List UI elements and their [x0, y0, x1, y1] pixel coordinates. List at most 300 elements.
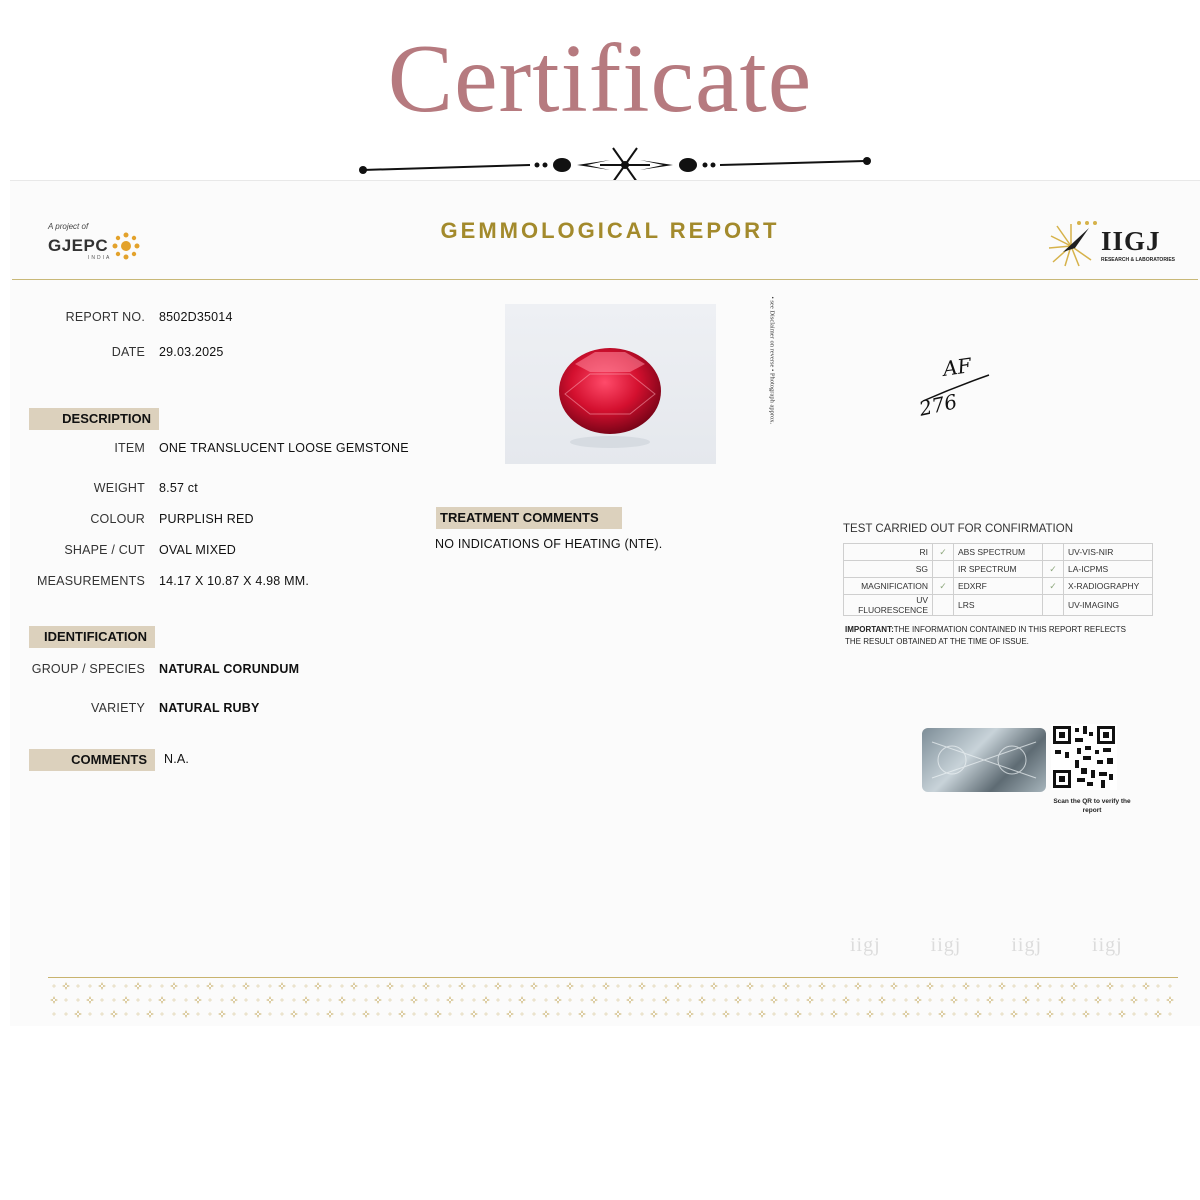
date-label: DATE — [111, 345, 145, 359]
sparkle-icon — [734, 996, 742, 1004]
sparkle-icon — [256, 984, 260, 988]
sparkle-icon — [1130, 996, 1138, 1004]
sparkle-icon — [170, 982, 178, 990]
sparkle-icon — [928, 998, 932, 1002]
sparkle-icon — [650, 1010, 658, 1018]
sparkle-icon — [434, 1010, 442, 1018]
sparkle-icon — [530, 982, 538, 990]
sparkle-icon — [688, 998, 692, 1002]
ruby-gem-icon — [505, 304, 716, 464]
sparkle-icon — [1108, 998, 1112, 1002]
sparkle-icon — [1144, 998, 1148, 1002]
comments-heading: COMMENTS — [29, 749, 155, 771]
sparkle-icon — [460, 1012, 464, 1016]
iigj-logo — [1045, 218, 1175, 268]
sparkle-icon — [254, 1010, 262, 1018]
sparkle-icon — [436, 998, 440, 1002]
certificate-title: Certificate — [387, 25, 813, 133]
gjepc-name: GJEPC — [48, 236, 109, 255]
sparkle-icon — [448, 984, 452, 988]
group-label: GROUP / SPECIES — [31, 662, 145, 676]
sparkle-icon — [1108, 1012, 1112, 1016]
sparkle-icon — [280, 998, 284, 1002]
sparkle-icon — [304, 1012, 308, 1016]
sparkle-icon — [878, 996, 886, 1004]
sparkle-icon — [352, 998, 356, 1002]
sparkle-icon — [1070, 982, 1078, 990]
sparkle-icon — [950, 996, 958, 1004]
sparkle-border-icon — [48, 981, 1178, 1021]
sparkle-icon — [616, 984, 620, 988]
sparkle-icon — [518, 996, 526, 1004]
weight-value: 8.57 ct — [159, 481, 198, 495]
sparkle-icon — [724, 998, 728, 1002]
report-heading: GEMMOLOGICAL REPORT — [440, 218, 780, 243]
colour-value: PURPLISH RED — [159, 512, 254, 526]
sparkle-icon — [1072, 998, 1076, 1002]
tests-row — [844, 561, 1153, 578]
sparkle-icon — [686, 1010, 694, 1018]
sparkle-icon — [422, 982, 430, 990]
sparkle-icon — [1012, 998, 1016, 1002]
header-divider — [12, 279, 1198, 280]
qr-caption: Scan the QR to verify the report — [1053, 798, 1131, 814]
group-value: NATURAL CORUNDUM — [159, 662, 300, 676]
test-name-c: LA-ICPMS — [1064, 561, 1153, 578]
sparkle-icon — [508, 998, 512, 1002]
sparkle-icon — [854, 982, 862, 990]
sparkle-icon — [448, 1012, 452, 1016]
sparkle-icon — [98, 982, 106, 990]
watermark-text: iigj — [1092, 934, 1123, 956]
sparkle-icon — [1096, 1012, 1100, 1016]
sparkle-icon — [110, 1010, 118, 1018]
sparkle-icon — [470, 1010, 478, 1018]
sparkle-icon — [338, 996, 346, 1004]
qr-code-icon[interactable] — [1051, 724, 1117, 790]
sparkle-icon — [796, 984, 800, 988]
sparkle-icon — [364, 984, 368, 988]
sparkle-icon — [676, 1012, 680, 1016]
sparkle-icon — [664, 1012, 668, 1016]
sparkle-icon — [220, 984, 224, 988]
sparkle-icon — [1000, 1012, 1004, 1016]
sparkle-icon — [964, 998, 968, 1002]
test-name-c: UV-VIS-NIR — [1064, 544, 1153, 561]
sparkle-icon — [268, 984, 272, 988]
empty-check-cell — [1043, 595, 1064, 616]
sparkle-icon — [196, 1012, 200, 1016]
sparkle-icon — [290, 1010, 298, 1018]
sparkle-icon — [424, 1012, 428, 1016]
watermark-text: iigj — [1011, 934, 1043, 956]
sparkle-icon — [328, 984, 332, 988]
sparkle-icon — [578, 1010, 586, 1018]
sparkle-icon — [760, 998, 764, 1002]
tests-row — [844, 578, 1153, 595]
test-name-c: X-RADIOGRAPHY — [1064, 578, 1153, 595]
sparkle-icon — [316, 1012, 320, 1016]
sparkle-icon — [64, 1012, 68, 1016]
sparkle-icon — [604, 1012, 608, 1016]
sparkle-icon — [580, 984, 584, 988]
sparkle-icon — [496, 1012, 500, 1016]
sparkle-icon — [256, 998, 260, 1002]
test-name-a: SG — [844, 561, 933, 578]
sparkle-icon — [914, 996, 922, 1004]
sparkle-icon — [88, 1012, 92, 1016]
tests-row — [844, 595, 1153, 616]
sparkle-icon — [820, 998, 824, 1002]
sparkle-icon — [1120, 998, 1124, 1002]
sparkle-icon — [736, 984, 740, 988]
sparkle-icon — [410, 996, 418, 1004]
photo-disclaimer — [762, 296, 776, 470]
sparkle-icon — [628, 984, 632, 988]
sparkle-icon — [976, 998, 980, 1002]
sparkle-icon — [100, 1012, 104, 1016]
sparkle-icon — [784, 1012, 788, 1016]
sparkle-icon — [206, 982, 214, 990]
sparkle-icon — [146, 1010, 154, 1018]
sparkle-icon — [880, 984, 884, 988]
measurements-label: MEASUREMENTS — [37, 574, 145, 588]
sparkle-icon — [388, 1012, 392, 1016]
sparkle-icon — [112, 984, 116, 988]
sparkle-icon — [376, 1012, 380, 1016]
sparkle-icon — [568, 998, 572, 1002]
sparkle-icon — [556, 984, 560, 988]
sparkle-icon — [148, 984, 152, 988]
sparkle-icon — [304, 984, 308, 988]
checkmark-icon: ✓ — [1043, 561, 1064, 578]
measurements-value: 14.17 X 10.87 X 4.98 MM. — [159, 574, 310, 588]
sparkle-icon — [554, 996, 562, 1004]
sparkle-icon — [398, 1010, 406, 1018]
sparkle-icon — [1096, 984, 1100, 988]
sparkle-icon — [1120, 984, 1124, 988]
sparkle-icon — [544, 998, 548, 1002]
sparkle-icon — [1106, 982, 1114, 990]
sparkle-icon — [698, 996, 706, 1004]
checkmark-icon: ✓ — [933, 544, 954, 561]
important-text: THE INFORMATION CONTAINED IN THIS REPORT REFLECTS THE RESULT OBTAINED AT THE TIME OF ISSUE. — [845, 625, 1126, 646]
sparkle-icon — [160, 1012, 164, 1016]
sparkle-icon — [844, 984, 848, 988]
sparkle-icon — [1048, 998, 1052, 1002]
sparkle-icon — [1060, 984, 1064, 988]
sparkle-icon — [340, 1012, 344, 1016]
sparkle-icon — [220, 998, 224, 1002]
sparkle-icon — [974, 1010, 982, 1018]
sparkle-icon — [62, 982, 70, 990]
sparkle-icon — [832, 998, 836, 1002]
sparkle-icon — [1036, 998, 1040, 1002]
sparkle-icon — [626, 996, 634, 1004]
sparkle-icon — [532, 1012, 536, 1016]
sparkle-icon — [616, 998, 620, 1002]
sparkle-icon — [52, 984, 56, 988]
sparkle-icon — [196, 984, 200, 988]
sparkle-icon — [662, 996, 670, 1004]
sparkle-icon — [76, 998, 80, 1002]
sparkle-icon — [844, 1012, 848, 1016]
sparkle-icon — [916, 1012, 920, 1016]
sparkle-icon — [460, 998, 464, 1002]
iigj-name: IIGJ — [1101, 226, 1161, 256]
sparkle-icon — [544, 984, 548, 988]
sparkle-icon — [590, 996, 598, 1004]
sparkle-icon — [314, 982, 322, 990]
sparkle-icon — [782, 982, 790, 990]
sparkle-icon — [328, 998, 332, 1002]
sparkle-icon — [208, 998, 212, 1002]
treatment-value: NO INDICATIONS OF HEATING (NTE). — [435, 537, 663, 551]
sparkle-icon — [400, 998, 404, 1002]
sparkle-icon — [710, 982, 718, 990]
sparkle-icon — [1036, 1012, 1040, 1016]
sparkle-icon — [892, 1012, 896, 1016]
sparkle-icon — [50, 996, 58, 1004]
sparkle-icon — [268, 1012, 272, 1016]
sparkle-icon — [818, 982, 826, 990]
sparkle-icon — [100, 998, 104, 1002]
sparkle-icon — [326, 1010, 334, 1018]
gjepc-tagline: A project of — [48, 222, 89, 231]
shape-value: OVAL MIXED — [159, 543, 237, 557]
sparkle-icon — [1144, 1012, 1148, 1016]
sparkle-icon — [122, 996, 130, 1004]
important-label: IMPORTANT: — [845, 625, 894, 634]
sparkle-icon — [856, 998, 860, 1002]
sparkle-icon — [808, 1012, 812, 1016]
sparkle-icon — [484, 984, 488, 988]
date-value: 29.03.2025 — [159, 345, 224, 359]
sparkle-icon — [928, 1012, 932, 1016]
sparkle-icon — [278, 982, 286, 990]
sparkle-icon — [976, 984, 980, 988]
shape-label: SHAPE / CUT — [64, 543, 145, 557]
tests-title: TEST CARRIED OUT FOR CONFIRMATION — [843, 523, 1074, 535]
sparkle-icon — [232, 1012, 236, 1016]
weight-label: WEIGHT — [93, 481, 145, 495]
sparkle-icon — [1046, 1010, 1054, 1018]
sparkle-icon — [1072, 1012, 1076, 1016]
sparkle-icon — [830, 1010, 838, 1018]
hologram-seal — [922, 728, 1046, 792]
test-name-b: IR SPECTRUM — [954, 561, 1043, 578]
sparkle-icon — [436, 984, 440, 988]
sparkle-icon — [1156, 998, 1160, 1002]
sparkle-icon — [868, 998, 872, 1002]
sparkle-icon — [962, 982, 970, 990]
sparkle-icon — [938, 1010, 946, 1018]
sparkle-icon — [592, 984, 596, 988]
sparkle-icon — [280, 1012, 284, 1016]
sparkle-icon — [542, 1010, 550, 1018]
test-name-b: EDXRF — [954, 578, 1043, 595]
sparkle-icon — [232, 984, 236, 988]
sparkle-icon — [412, 984, 416, 988]
sparkle-icon — [472, 998, 476, 1002]
tests-table — [843, 543, 1153, 616]
sparkle-icon — [758, 1010, 766, 1018]
sparkle-icon — [820, 1012, 824, 1016]
gemstone-photo — [505, 304, 716, 464]
sparkle-icon — [998, 982, 1006, 990]
sparkle-icon — [424, 998, 428, 1002]
sparkle-icon — [86, 996, 94, 1004]
sparkle-icon — [1022, 996, 1030, 1004]
item-label: ITEM — [114, 441, 145, 455]
sparkle-icon — [124, 1012, 128, 1016]
sparkle-icon — [1132, 1012, 1136, 1016]
sparkle-icon — [770, 996, 778, 1004]
sparkle-icon — [1168, 984, 1172, 988]
sparkle-icon — [484, 1012, 488, 1016]
sparkle-icon — [556, 1012, 560, 1016]
sparkle-icon — [1010, 1010, 1018, 1018]
watermark-text: iigj — [850, 934, 881, 956]
watermark-row — [850, 934, 1190, 957]
sparkle-icon — [52, 1012, 56, 1016]
sparkle-icon — [532, 998, 536, 1002]
sparkle-icon — [880, 1012, 884, 1016]
sparkle-icon — [446, 996, 454, 1004]
sparkle-icon — [76, 984, 80, 988]
variety-value: NATURAL RUBY — [159, 701, 260, 715]
sparkle-icon — [316, 998, 320, 1002]
sparkle-icon — [1118, 1010, 1126, 1018]
sparkle-icon — [182, 1010, 190, 1018]
checkmark-icon: ✓ — [1043, 578, 1064, 595]
sparkle-icon — [1094, 996, 1102, 1004]
sparkle-icon — [902, 1010, 910, 1018]
sparkle-icon — [362, 1010, 370, 1018]
sparkle-icon — [124, 984, 128, 988]
sparkle-icon — [386, 982, 394, 990]
sparkle-icon — [184, 984, 188, 988]
sparkle-icon — [1012, 984, 1016, 988]
sparkle-icon — [664, 984, 668, 988]
identification-heading: IDENTIFICATION — [29, 626, 155, 648]
sparkle-icon — [614, 1010, 622, 1018]
sparkle-icon — [700, 1012, 704, 1016]
sparkle-icon — [172, 998, 176, 1002]
treatment-heading: TREATMENT COMMENTS — [436, 507, 622, 529]
sparkle-icon — [1154, 1010, 1162, 1018]
sparkle-icon — [148, 998, 152, 1002]
sparkle-icon — [868, 984, 872, 988]
description-heading: DESCRIPTION — [29, 408, 159, 430]
sparkle-icon — [890, 982, 898, 990]
watermark-text: iigj — [930, 934, 962, 956]
sparkle-icon — [412, 1012, 416, 1016]
sparkle-icon — [136, 1012, 140, 1016]
report-no-label: REPORT NO. — [65, 310, 145, 324]
sparkle-icon — [700, 984, 704, 988]
sparkle-icon — [160, 984, 164, 988]
sparkle-icon — [1132, 984, 1136, 988]
test-name-c: UV-IMAGING — [1064, 595, 1153, 616]
colour-label: COLOUR — [90, 512, 145, 526]
sparkle-icon — [772, 984, 776, 988]
sparkle-icon — [604, 998, 608, 1002]
sparkle-icon — [988, 1012, 992, 1016]
sparkle-icon — [1168, 1012, 1172, 1016]
sparkle-icon — [1084, 984, 1088, 988]
sparkle-icon — [760, 984, 764, 988]
footer-divider — [48, 977, 1178, 978]
sparkle-icon — [580, 998, 584, 1002]
sparkle-icon — [266, 996, 274, 1004]
sparkle-icon — [134, 982, 142, 990]
sparkle-icon — [676, 998, 680, 1002]
test-name-a: RI — [844, 544, 933, 561]
report-no-value: 8502D35014 — [159, 310, 233, 324]
sparkle-icon — [158, 996, 166, 1004]
sparkle-icon — [674, 982, 682, 990]
sparkle-icon — [244, 998, 248, 1002]
sparkle-icon — [340, 984, 344, 988]
photo-disclaimer-text: • see Disclaimer on reverse • Photograph approx. — [768, 296, 776, 425]
test-name-a: UV FLUORESCENCE — [844, 595, 933, 616]
sparkle-icon — [376, 984, 380, 988]
sparkle-icon — [136, 998, 140, 1002]
sparkle-icon — [508, 984, 512, 988]
sparkle-icon — [494, 982, 502, 990]
sparkle-icon — [1024, 1012, 1028, 1016]
sparkle-icon — [302, 996, 310, 1004]
sparkle-icon — [350, 982, 358, 990]
sparkle-icon — [1024, 984, 1028, 988]
sparkle-icon — [1060, 1012, 1064, 1016]
sparkle-icon — [1082, 1010, 1090, 1018]
sparkle-icon — [916, 984, 920, 988]
sparkle-icon — [796, 998, 800, 1002]
sparkle-icon — [808, 984, 812, 988]
sparkle-icon — [112, 998, 116, 1002]
handwritten-top: AF — [941, 353, 973, 381]
sparkle-icon — [242, 982, 250, 990]
sparkle-icon — [748, 1012, 752, 1016]
sparkle-icon — [1000, 998, 1004, 1002]
sparkle-icon — [652, 998, 656, 1002]
sparkle-icon — [292, 984, 296, 988]
sparkle-icon — [652, 984, 656, 988]
test-name-b: ABS SPECTRUM — [954, 544, 1043, 561]
sparkle-icon — [602, 982, 610, 990]
sparkle-icon — [926, 982, 934, 990]
sparkle-icon — [244, 1012, 248, 1016]
sparkle-icon — [218, 1010, 226, 1018]
sparkle-icon — [88, 984, 92, 988]
empty-check-cell — [933, 561, 954, 578]
sparkle-icon — [1142, 982, 1150, 990]
important-note — [845, 624, 1135, 648]
sparkle-icon — [472, 984, 476, 988]
sparkle-icon — [1084, 998, 1088, 1002]
sparkle-icon — [194, 996, 202, 1004]
checkmark-icon: ✓ — [933, 578, 954, 595]
sparkle-icon — [458, 982, 466, 990]
sparkle-icon — [736, 1012, 740, 1016]
sparkle-icon — [904, 984, 908, 988]
sparkle-icon — [388, 998, 392, 1002]
sparkle-icon — [374, 996, 382, 1004]
sparkle-icon — [986, 996, 994, 1004]
sparkle-icon — [722, 1010, 730, 1018]
